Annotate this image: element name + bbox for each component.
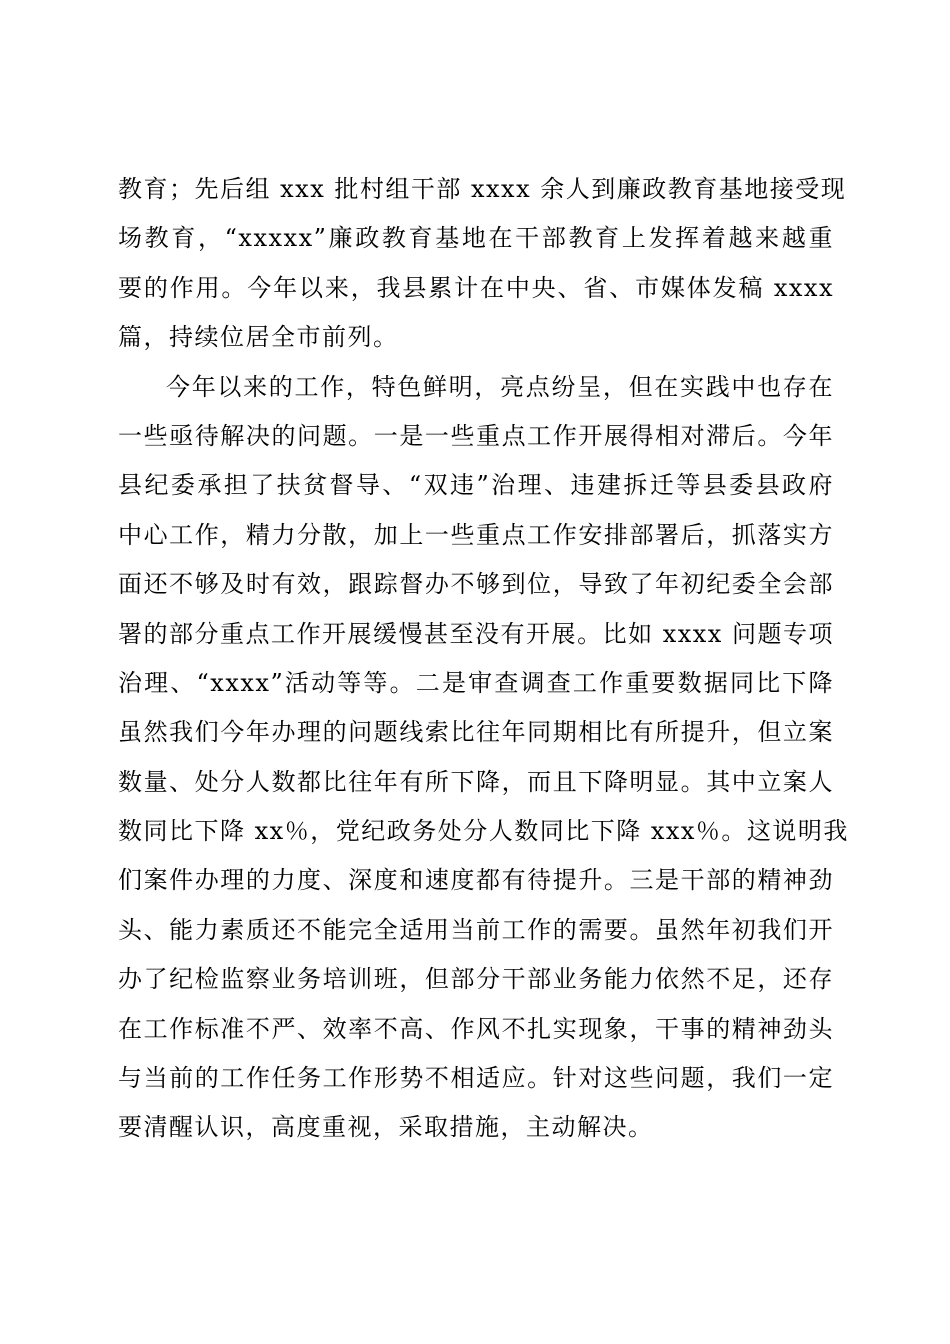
text-line: 要的作用。今年以来，我县累计在中央、省、市媒体发稿 xxxx	[118, 273, 834, 302]
text-line: 场教育，“xxxxx”廉政教育基地在干部教育上发挥着越来越重	[118, 224, 834, 253]
text-line: 虽然我们今年办理的问题线索比往年同期相比有所提升，但立案	[118, 718, 834, 747]
text-line: 治理、“xxxx”活动等等。二是审查调查工作重要数据同比下降	[118, 668, 834, 697]
text-line: 一些亟待解决的问题。一是一些重点工作开展得相对滞后。今年	[118, 421, 834, 450]
text-line: 数量、处分人数都比往年有所下降，而且下降明显。其中立案人	[118, 767, 834, 796]
paragraph-1	[118, 165, 847, 363]
text-line: 在工作标准不严、效率不高、作风不扎实现象，干事的精神劲头	[118, 1014, 834, 1043]
document-body	[118, 165, 849, 1153]
text-line: 数同比下降 xx％，党纪政务处分人数同比下降 xxx％。这说明我	[118, 817, 849, 846]
text-line: 要清醒认识，高度重视，采取措施，主动解决。	[118, 1113, 654, 1142]
text-line: 头、能力素质还不能完全适用当前工作的需要。虽然年初我们开	[118, 915, 834, 944]
text-line: 署的部分重点工作开展缓慢甚至没有开展。比如 xxxx 问题专项	[118, 619, 834, 648]
text-line: 县纪委承担了扶贫督导、“双违”治理、违建拆迁等县委县政府	[118, 471, 834, 500]
text-line: 今年以来的工作，特色鲜明，亮点纷呈，但在实践中也存在	[166, 372, 834, 401]
text-line: 办了纪检监察业务培训班，但部分干部业务能力依然不足，还存	[118, 965, 834, 994]
text-line: 中心工作，精力分散，加上一些重点工作安排部署后，抓落实方	[118, 520, 834, 549]
text-line: 面还不够及时有效，跟踪督办不够到位，导致了年初纪委全会部	[118, 570, 834, 599]
text-line: 们案件办理的力度、深度和速度都有待提升。三是干部的精神劲	[118, 866, 834, 895]
text-line: 与当前的工作任务工作形势不相适应。针对这些问题，我们一定	[118, 1064, 834, 1093]
text-line: 篇，持续位居全市前列。	[118, 323, 399, 352]
text-line: 教育；先后组 xxx 批村组干部 xxxx 余人到廉政教育基地接受现	[118, 175, 847, 203]
paragraph-2	[118, 363, 849, 1153]
